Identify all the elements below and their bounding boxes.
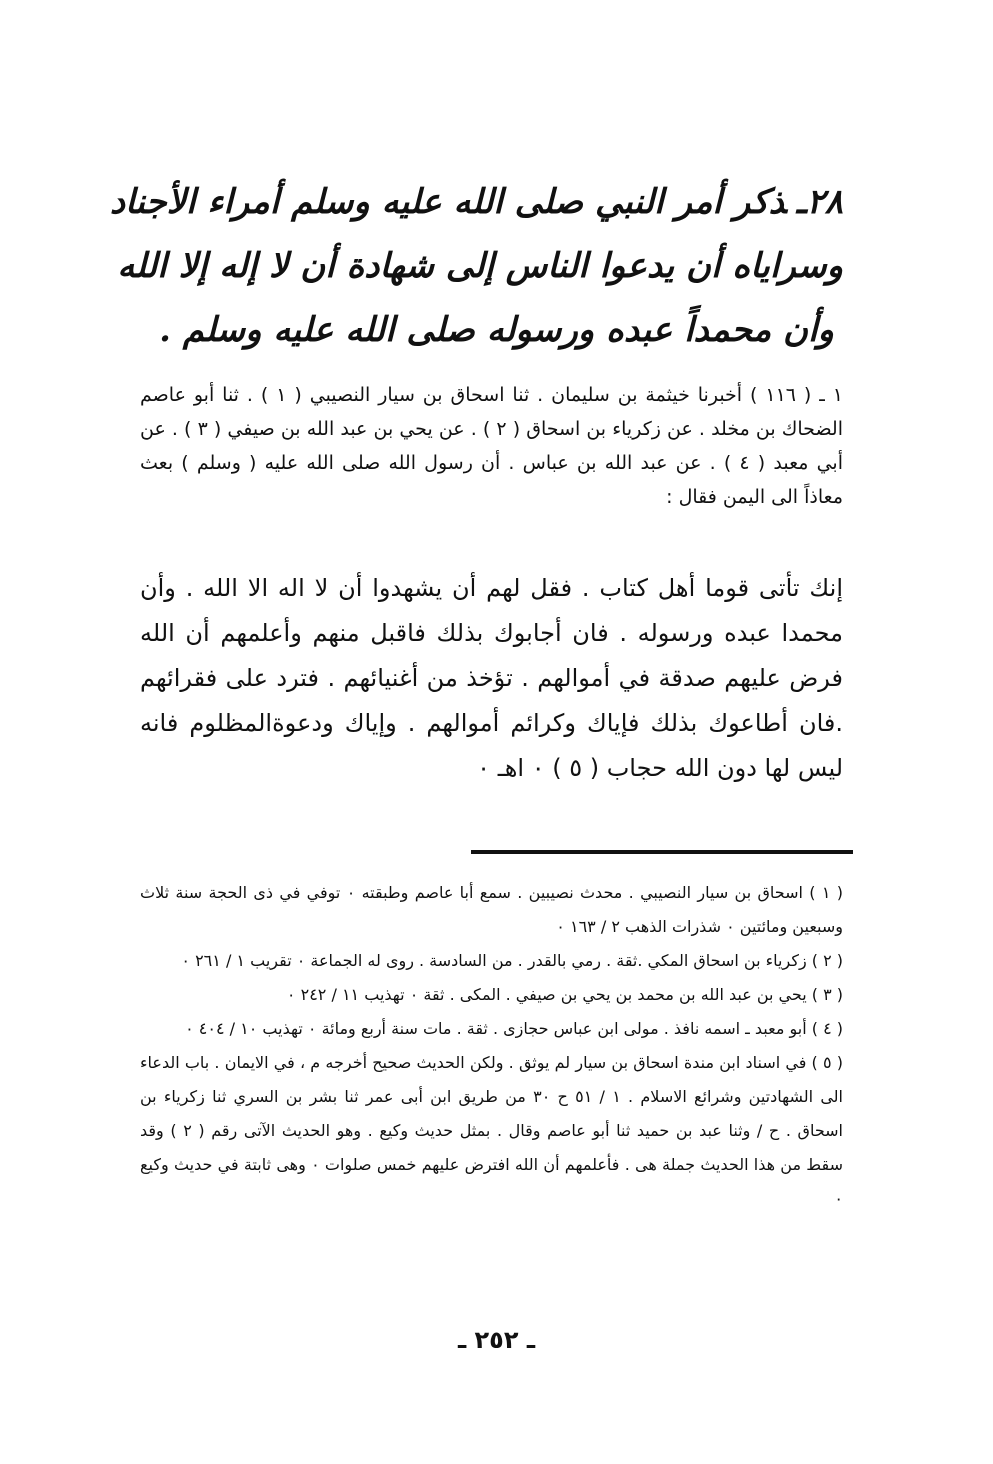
isnad-paragraph bbox=[140, 378, 843, 514]
footnote-4: ( ٤ ) أبو معبد ـ اسمه نافذ . مولى ابن عباس حجازى . ثقة . مات سنة أربع ومائة ٠ تهذيب ١٠ / ٤٠٤ ٠ bbox=[185, 1019, 843, 1038]
footnote-1: ( ١ ) اسحاق بن سيار النصيبي . محدث نصيبين . سمع أبا عاصم وطبقته ٠ توفي في ذى الحجة سنة ثلاث وسبعين ومائتين ٠ شذرات الذهب ٢ / ١٦٣ ٠ bbox=[140, 883, 844, 936]
chapter-heading bbox=[109, 170, 843, 362]
isnad-text: ١ ـ ( ١١٦ ) أخبرنا خيثمة بن سليمان . ثنا اسحاق بن سيار النصيبي ( ١ ) . ثنا أبو عاصم الضحاك بن مخلد . عن زكرياء بن اسحاق ( ٢ ) . عن يحي بن عبد الله بن صيفي ( ٣ ) . عن أبي معبد ( ٤ ) . عن عبد الله بن عباس . أن رسول الله صلى الله عليه ( وسلم ) بعث معاذاً الى اليمن فقال : bbox=[140, 384, 843, 508]
footnote-3: ( ٣ ) يحي بن عبد الله بن محمد بن يحي بن صيفي . المكى . ثقة ٠ تهذيب ١١ / ٢٤٢ ٠ bbox=[286, 985, 843, 1004]
heading-line-3: وأن محمداً عبده ورسوله صلى الله عليه وسلم . bbox=[159, 310, 834, 350]
chapter-number: ٢٨ـ bbox=[796, 182, 843, 222]
hadith-text: إنك تأتى قوما أهل كتاب . فقل لهم أن يشهدوا أن لا اله الا الله . وأن محمدا عبده ورسوله . فان أجابوك بذلك فاقبل منهم وأعلمهم أن الله فرض عليهم صدقة في أموالهم . تؤخذ من أغنيائهم . فترد على فقرائهم .فان أطاعوك بذلك فإياك وكرائم أموالهم . وإياك ودعوةالمظلوم فانه ليس لها دون الله حجاب ( ٥ ) ٠ اهـ ٠ bbox=[140, 574, 843, 782]
footnote-separator bbox=[471, 850, 853, 854]
footnote-5: ( ٥ ) في اسناد ابن مندة اسحاق بن سيار لم يوثق . ولكن الحديث صحيح أخرجه م ، في الايمان . باب الدعاء الى الشهادتين وشرائع الاسلام . ١ / ٥١ ح ٣٠ من طريق ابن أبى عمر ثنا بشر بن السري ثنا زكرياء بن اسحاق . ح / وثنا عبد بن حميد ثنا أبو عاصم وقال . بمثل حديث وكيع . وهو الحديث الآتى رقم ( ٢ ) وقد سقط من هذا الحديث جملة هى . فأعلمهم أن الله افترض عليهم خمس صلوات ٠ وهى ثابتة في حديث وكيع ٠ bbox=[140, 1053, 844, 1208]
footnote-2: ( ٢ ) زكرياء بن اسحاق المكي .ثقة . رمي بالقدر . من السادسة . روى له الجماعة ٠ تقريب ١ / ٢٦١ ٠ bbox=[181, 951, 843, 970]
page-number: ـ ٢٥٢ ـ bbox=[457, 1326, 536, 1354]
heading-line-2: وسراياه أن يدعوا الناس إلى شهادة أن لا إله إلا الله bbox=[117, 246, 843, 286]
heading-text-1: ذكر أمر النبي صلى الله عليه وسلم أمراء الأجناد bbox=[109, 182, 787, 222]
hadith-text-block bbox=[140, 566, 843, 791]
footnotes bbox=[140, 876, 843, 1216]
heading-line-1 bbox=[109, 170, 843, 234]
